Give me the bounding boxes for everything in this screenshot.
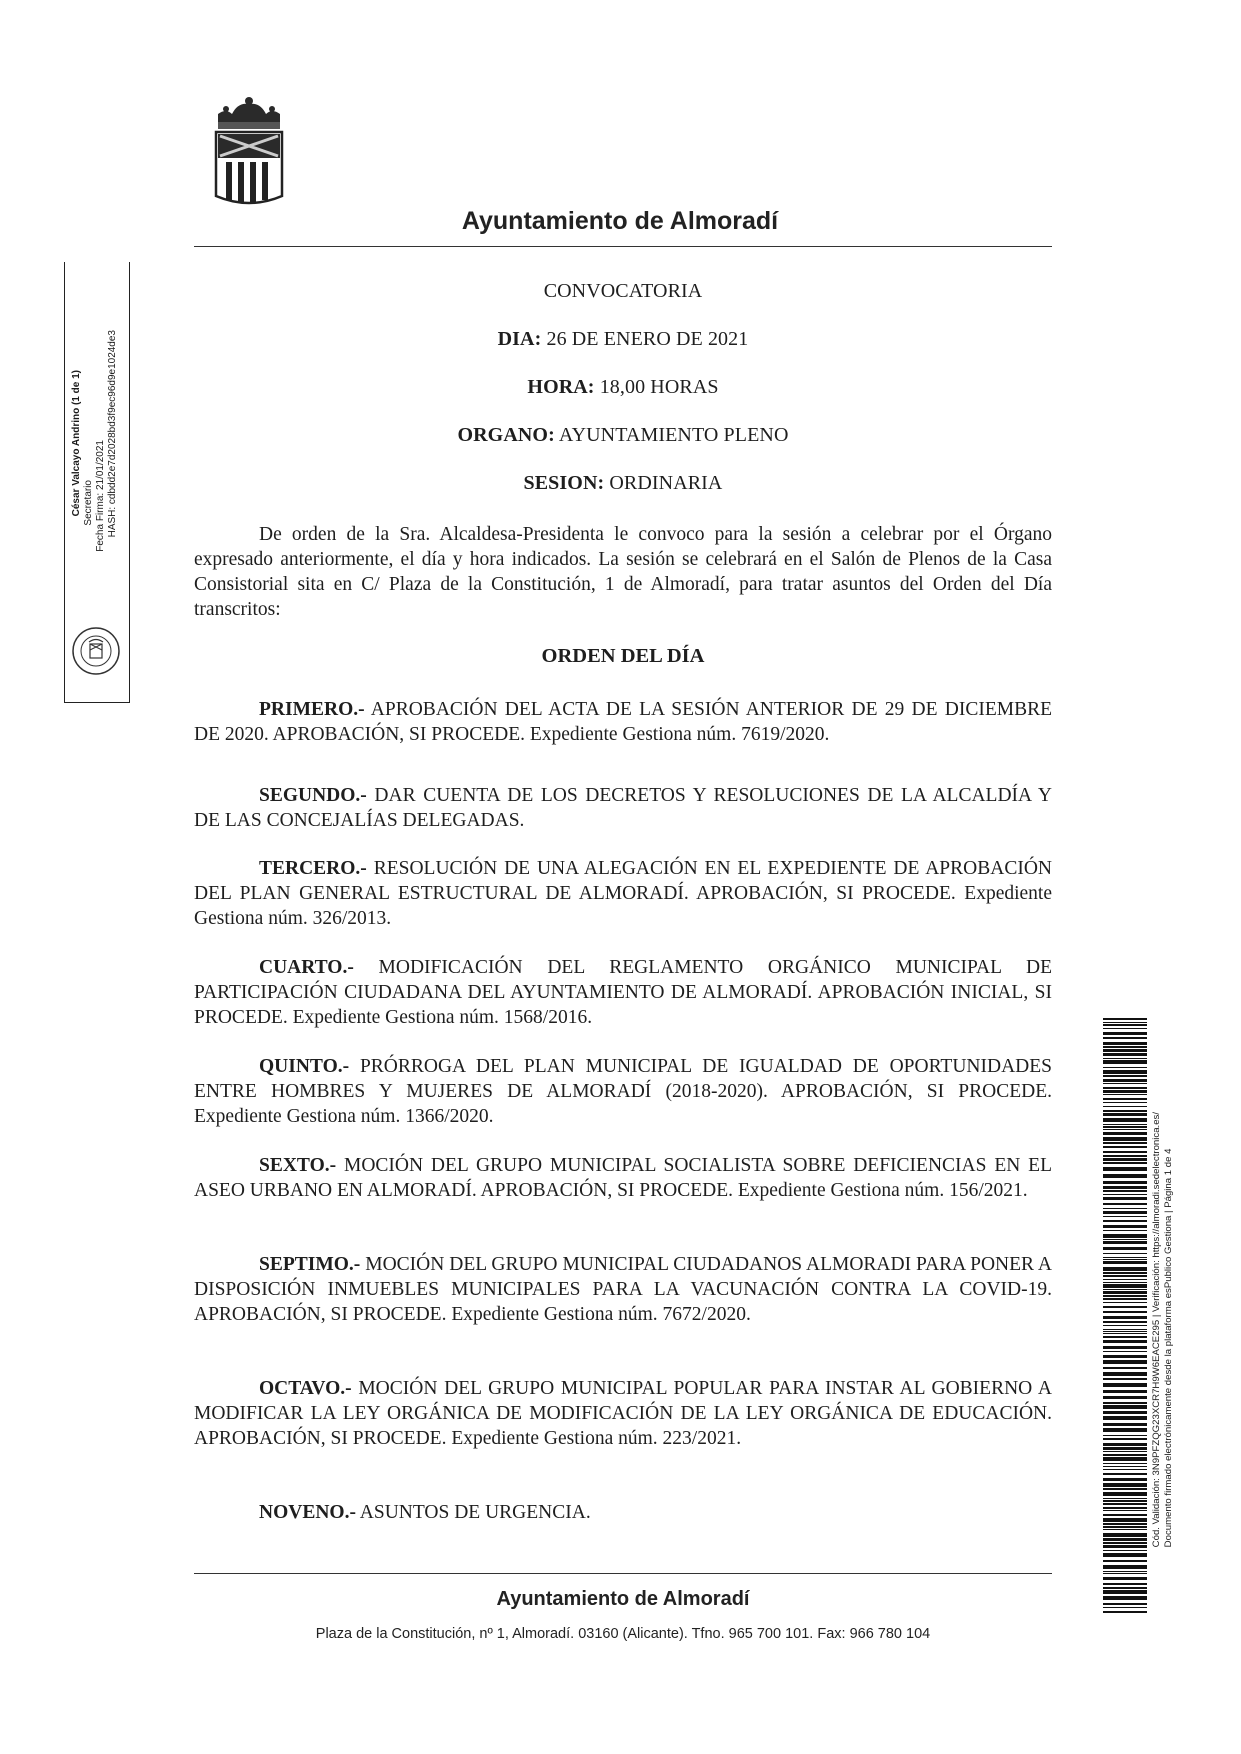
ayuntamiento-seal-icon: [70, 625, 122, 677]
agenda-item-label: SEPTIMO.-: [259, 1254, 361, 1275]
agenda-item-text: RESOLUCIÓN DE UNA ALEGACIÓN EN EL EXPEDIENTE DE APROBACIÓN DEL PLAN GENERAL ESTRUCTURAL DE ALMORADÍ. APROBACIÓN, SI PROCEDE. Expediente Gestiona núm. 326/2013.: [194, 858, 1052, 929]
hora-value: 18,00 HORAS: [599, 376, 719, 398]
agenda-item-noveno: [194, 1500, 1052, 1525]
organo-value: AYUNTAMIENTO PLENO: [558, 424, 789, 446]
sesion-label: SESION:: [523, 472, 605, 494]
agenda-item-label: SEXTO.-: [259, 1155, 337, 1176]
dia-label: DIA:: [497, 328, 542, 350]
intro-paragraph: De orden de la Sra. Alcaldesa-Presidenta le convoco para la sesión a celebrar por el Órgano expresado anteriormente, el día y hora indicados. La sesión se celebrará en el Salón de Plenos de la Casa Consistorial sita en C/ Plaza de la Constitución, 1 de Almoradí, para tratar asuntos del Orden del Día transcritos:: [194, 524, 1052, 620]
dia-line: [194, 328, 1052, 351]
agenda-item-text: MOCIÓN DEL GRUPO MUNICIPAL SOCIALISTA SOBRE DEFICIENCIAS EN EL ASEO URBANO EN ALMORADÍ. APROBACIÓN, SI PROCEDE. Expediente Gestiona núm. 156/2021.: [194, 1155, 1052, 1201]
dia-value: 26 DE ENERO DE 2021: [546, 328, 749, 350]
validation-line-1: Cód. Validación: 3N9PFZQG23XCR7H9W6EACE295 | Verificación: https://almoradi.sedelectronica.es/: [1151, 1112, 1162, 1548]
footer-address: Plaza de la Constitución, nº 1, Almoradí. 03160 (Alicante). Tfno. 965 700 101. Fax: 966 780 104: [315, 1626, 931, 1642]
orden-del-dia-title: ORDEN DEL DÍA: [541, 645, 705, 667]
organo-label: ORGANO:: [457, 424, 555, 446]
agenda-item-text: PRÓRROGA DEL PLAN MUNICIPAL DE IGUALDAD DE OPORTUNIDADES ENTRE HOMBRES Y MUJERES DE ALMORADÍ (2018-2020). APROBACIÓN, SI PROCEDE. Expediente Gestiona núm. 1366/2020.: [194, 1056, 1052, 1127]
signature-signer: César Valcayo Andrino (1 de 1): [71, 370, 82, 517]
agenda-item-text: MOCIÓN DEL GRUPO MUNICIPAL POPULAR PARA INSTAR AL GOBIERNO A MODIFICAR LA LEY ORGÁNICA DE MODIFICACIÓN DE LA LEY ORGÁNICA DE EDUCACIÓN. APROBACIÓN, SI PROCEDE. Expediente Gestiona núm. 223/2021.: [194, 1378, 1052, 1449]
organo-line: [194, 424, 1052, 447]
agenda-item-label: SEGUNDO.-: [259, 785, 367, 806]
agenda-item-label: OCTAVO.-: [259, 1378, 352, 1399]
convocatoria-title: CONVOCATORIA: [543, 280, 703, 302]
header-divider: [194, 246, 1052, 247]
agenda-item-segundo: [194, 783, 1052, 833]
agenda-item-sexto: [194, 1153, 1052, 1203]
agenda-item-label: QUINTO.-: [259, 1056, 350, 1077]
agenda-item-label: NOVENO.-: [259, 1502, 356, 1523]
hora-label: HORA:: [527, 376, 595, 398]
signature-role: Secretario: [83, 480, 94, 526]
coat-of-arms-logo: [212, 96, 286, 208]
agenda-item-label: PRIMERO.-: [259, 699, 365, 720]
sesion-line: [194, 472, 1052, 495]
signature-hash: HASH: cdbdd2e7d2028bd3f9ec96d9e1024de3: [107, 330, 118, 538]
agenda-item-label: CUARTO.-: [259, 957, 354, 978]
agenda-item-cuarto: [194, 955, 1052, 1030]
agenda-item-octavo: [194, 1376, 1052, 1451]
agenda-item-tercero: [194, 856, 1052, 931]
agenda-item-quinto: [194, 1054, 1052, 1129]
agenda-item-text: APROBACIÓN DEL ACTA DE LA SESIÓN ANTERIOR DE 29 DE DICIEMBRE DE 2020. APROBACIÓN, SI PROCEDE. Expediente Gestiona núm. 7619/2020.: [194, 699, 1052, 745]
footer-title: Ayuntamiento de Almoradí: [496, 1588, 750, 1610]
agenda-item-text: DAR CUENTA DE LOS DECRETOS Y RESOLUCIONES DE LA ALCALDÍA Y DE LAS CONCEJALÍAS DELEGADAS.: [194, 785, 1052, 831]
signature-date: Fecha Firma: 21/01/2021: [95, 440, 106, 552]
footer-divider: [194, 1573, 1052, 1574]
agenda-item-label: TERCERO.-: [259, 858, 367, 879]
agenda-item-text: ASUNTOS DE URGENCIA.: [355, 1502, 591, 1523]
validation-barcode: [1103, 1018, 1147, 1613]
sesion-value: ORDINARIA: [609, 472, 723, 494]
agenda-item-primero: [194, 697, 1052, 747]
header-title: Ayuntamiento de Almoradí: [461, 207, 779, 235]
hora-line: [194, 376, 1052, 399]
agenda-item-text: MODIFICACIÓN DEL REGLAMENTO ORGÁNICO MUNICIPAL DE PARTICIPACIÓN CIUDADANA DEL AYUNTAMIENTO DE ALMORADÍ. APROBACIÓN INICIAL, SI PROCEDE. Expediente Gestiona núm. 1568/2016.: [194, 957, 1052, 1028]
validation-code-text: [1151, 1112, 1175, 1547]
agenda-item-text: MOCIÓN DEL GRUPO MUNICIPAL CIUDADANOS ALMORADI PARA PONER A DISPOSICIÓN INMUEBLES MUNICIPALES PARA LA VACUNACIÓN CONTRA LA COVID-19. APROBACIÓN, SI PROCEDE. Expediente Gestiona núm. 7672/2020.: [194, 1254, 1052, 1325]
validation-line-2: Documento firmado electrónicamente desde la plataforma esPublico Gestiona | Página 1 de 4: [1163, 1148, 1174, 1548]
agenda-item-septimo: [194, 1252, 1052, 1327]
